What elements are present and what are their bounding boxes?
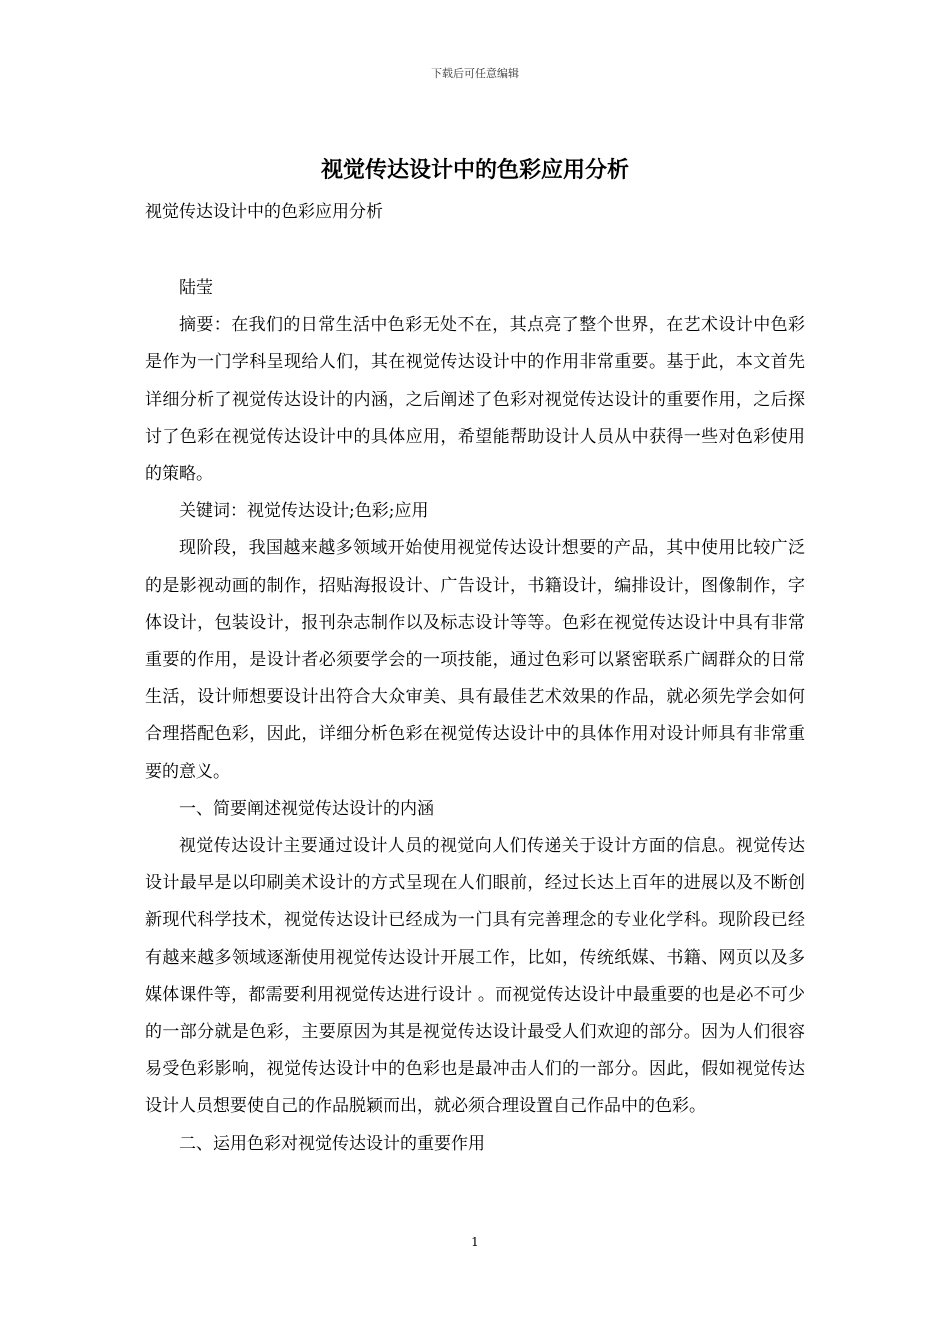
page-header: 下载后可任意编辑 <box>431 67 519 80</box>
document-title: 视觉传达设计中的色彩应用分析 <box>320 157 629 183</box>
author-name: 陆莹 <box>179 278 213 298</box>
intro-paragraph: 现阶段，我国越来越多领域开始使用视觉传达设计想要的产品，其中使用比较广泛的是影视动画的制作，招贴海报设计、广告设计，书籍设计，编排设计，图像制作，字体设计，包装设计，报刊杂志制作以及标志设计等等。色彩在视觉传达设计中具有非常重要的作用，是设计者必须要学会的一项技能，通过色彩可以紧密联系广阔群众的日常生活，设计师想要设计出符合大众审美、具有最佳艺术效果的作品，就必须先学会如何合理搭配色彩，因此，详细分析色彩在视觉传达设计中的具体作用对设计师具有非常重要的意义。 <box>145 538 805 782</box>
section-1-paragraph: 视觉传达设计主要通过设计人员的视觉向人们传递关于设计方面的信息。视觉传达设计最早是以印刷美术设计的方式呈现在人们眼前，经过长达上百年的进展以及不断创新现代科学技术，视觉传达设计已经成为一门具有完善理念的专业化学科。现阶段已经有越来越多领域逐渐使用视觉传达设计开展工作，比如，传统纸媒、书籍、网页以及多媒体课件等，都需要利用视觉传达进行设计 。而视觉传达设计中最重要的也是必不可少的一部分就是色彩，主要原因为其是视觉传达设计最受人们欢迎的部分。因为人们很容易受色彩影响，视觉传达设计中的色彩也是最冲击人们的一部分。因此，假如视觉传达设计人员想要使自己的作品脱颖而出，就必须合理设置自己作品中的色彩。 <box>145 836 805 1117</box>
keywords-paragraph: 关键词：视觉传达设计;色彩;应用 <box>179 501 429 522</box>
page-number: 1 <box>471 1235 479 1249</box>
section-heading-1: 一、简要阐述视觉传达设计的内涵 <box>179 798 434 819</box>
document-body <box>145 270 805 1163</box>
document-subtitle: 视觉传达设计中的色彩应用分析 <box>145 202 383 222</box>
abstract-paragraph: 摘要：在我们的日常生活中色彩无处不在，其点亮了整个世界，在艺术设计中色彩是作为一门学科呈现给人们，其在视觉传达设计中的作用非常重要。基于此，本文首先详细分析了视觉传达设计的内涵，之后阐述了色彩对视觉传达设计的重要作用，之后探讨了色彩在视觉传达设计中的具体应用，希望能帮助设计人员从中获得一些对色彩使用的策略。 <box>145 315 805 485</box>
section-heading-2: 二、运用色彩对视觉传达设计的重要作用 <box>179 1133 485 1154</box>
